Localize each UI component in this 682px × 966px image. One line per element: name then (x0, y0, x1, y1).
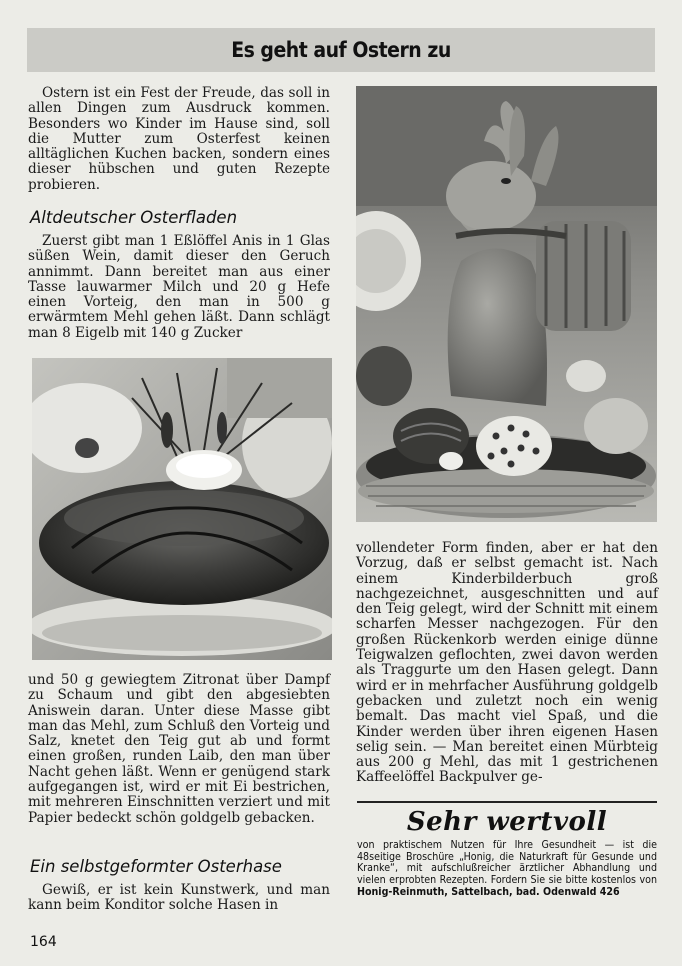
osterfladen-illustration (32, 358, 332, 660)
section-heading-osterfladen: Altdeutscher Osterfladen (30, 208, 238, 227)
section-heading-osterhase: Ein selbstgeformter Osterhase (30, 857, 282, 876)
osterhase-photo (356, 86, 657, 522)
title-banner (27, 28, 655, 72)
page-title: Es geht auf Ostern zu (231, 38, 451, 62)
osterhase-paragraph-2: vollendeter Form finden, aber er hat den Vorzug, daß er selbst gemacht ist. Nach einem Kinderbilderbuch groß nachgezeichnet, ausgeschnitten und auf den Teig gelegt, wird der Schnitt mit einem scharfen Messer nachgezogen. Für den großen Rückenkorb werden einige dünne Teigwalzen geflochten, zwei davon werden als Traggurte um den Hasen gelegt. Dann wird er in mehrfacher Ausführung goldgelb gebacken und zuletzt noch ein wenig bemalt. Das macht viel Spaß, und die Kinder werden über ihren eigenen Hasen selig sein. — Man bereitet einen Mürbteig aus 200 g Mehl, das mit 1 gestrichenen Kaffeelöffel Backpulver ge- (356, 540, 658, 786)
osterfladen-block-1 (28, 234, 330, 341)
osterfladen-photo (32, 358, 332, 660)
page-number: 164 (30, 934, 57, 950)
osterhase-paragraph-1: Gewiß, er ist kein Kunstwerk, und man kann beim Konditor solche Hasen in (28, 882, 330, 914)
osterhase-block-1 (28, 883, 330, 914)
osterfladen-paragraph-2: und 50 g gewiegtem Zitronat über Dampf zu Schaum und gibt den abgesiebten Aniswein daran. Unter diese Masse gibt man das Mehl, zum Schluß den Vorteig und Salz, knetet den Teig gut ab und formt einen großen, runden Laib, den man über Nacht gehen läßt. Wenn er genügend stark aufgegangen ist, wird er mit Ei bestrichen, mit mehreren Einschnitten verziert und mit Papier bedeckt schön goldgelb gebacken. (28, 672, 330, 826)
ad-divider (357, 801, 657, 803)
ad-body: von praktischem Nutzen für Ihre Gesundheit — ist die 48seitige Broschüre „Honig, die Naturkraft für Gesunde und Kranke“, mit aufschlußreicher ärztlicher Abhandlung und vielen erprobten Rezepten. Fordern Sie sie bitte kostenlos von (357, 839, 657, 887)
ad-block (357, 840, 657, 899)
ad-headline: Sehr wertvoll (406, 807, 608, 837)
osterfladen-paragraph-1: Zuerst gibt man 1 Eßlöffel Anis in 1 Glas süßen Wein, damit dieser den Geruch annimmt. Dann bereitet man aus einer Tasse lauwarmer Milch und 20 g Hefe einen Vorteig, den man in 500 g erwärmtem Mehl gehen läßt. Dann schlägt man 8 Eigelb mit 140 g Zucker (28, 233, 330, 341)
intro-paragraph: Ostern ist ein Fest der Freude, das soll in allen Dingen zum Ausdruck kommen. Besonders wo Kinder im Hause sind, soll die Mutter zum Osterfest keinen alltäglichen Kuchen backen, sondern eines dieser hübschen und guten Rezepte probieren. (28, 85, 330, 193)
intro-block (28, 86, 330, 193)
ad-sender: Honig-Reinmuth, Sattelbach, bad. Odenwald 426 (357, 885, 620, 898)
osterhase-block-2 (356, 541, 658, 786)
osterhase-illustration (356, 86, 657, 522)
osterfladen-block-2 (28, 673, 330, 826)
